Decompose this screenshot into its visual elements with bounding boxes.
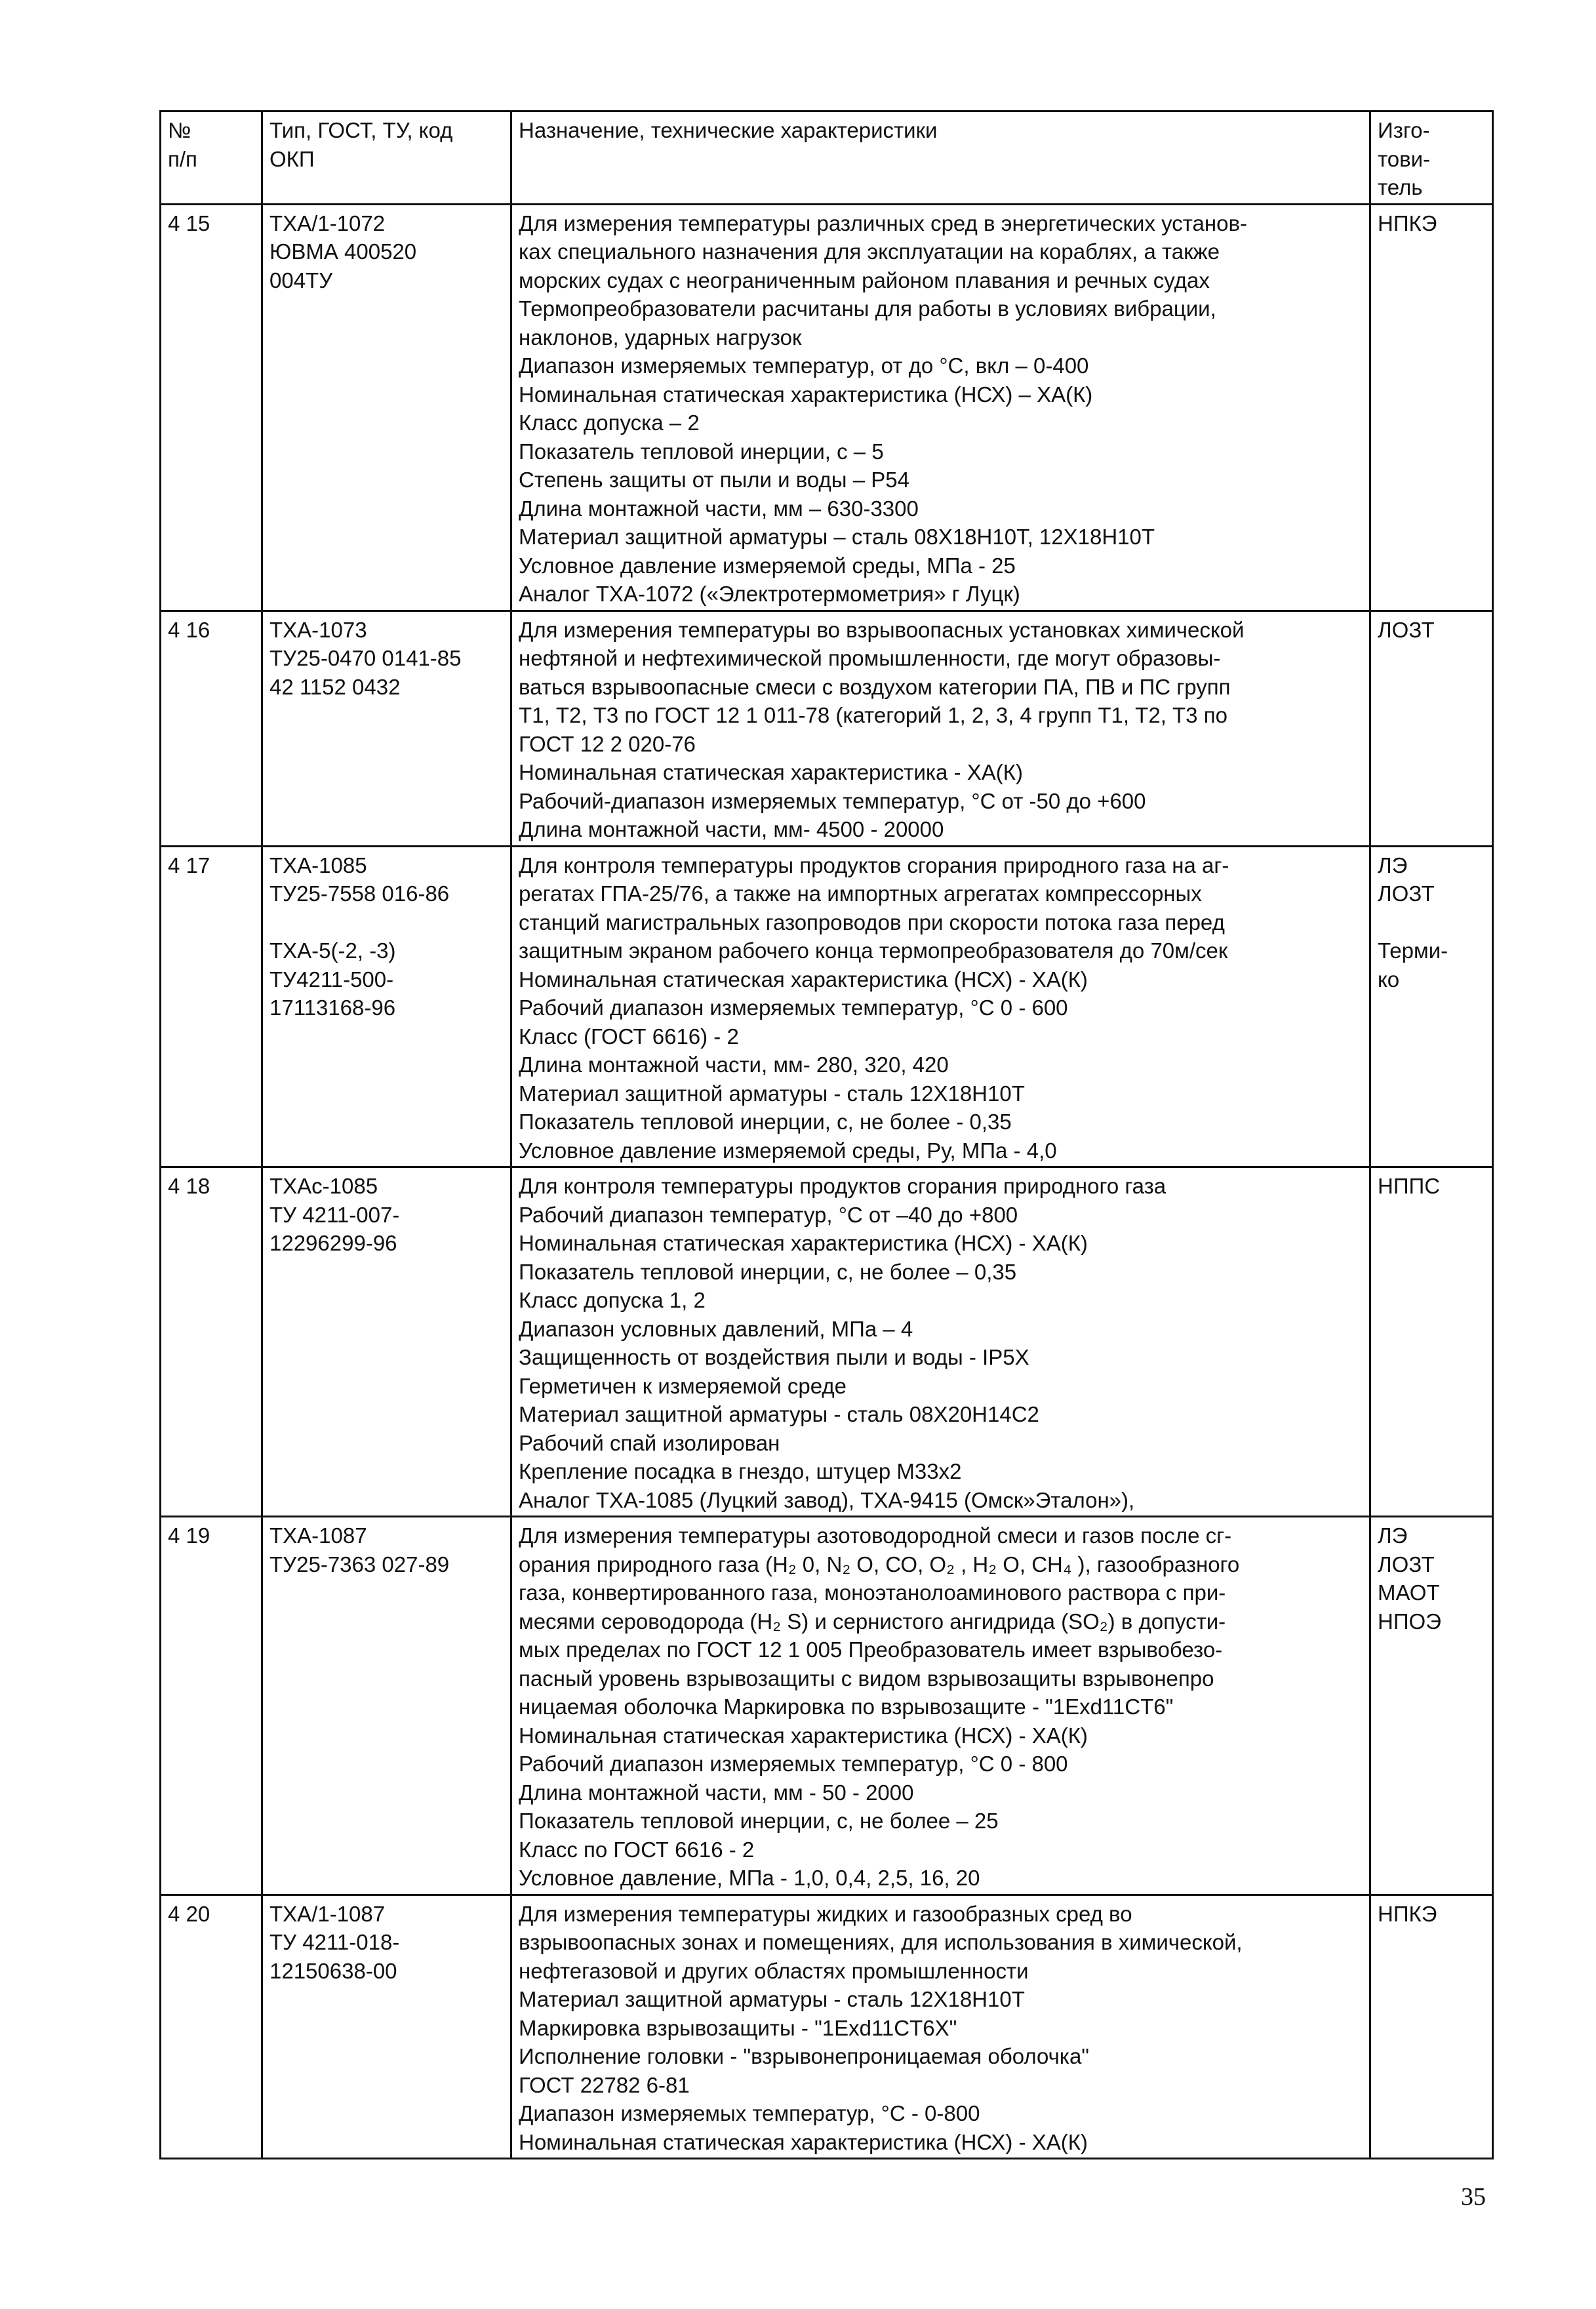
description-line: Рабочий диапазон измеряемых температур, °С 0 - 800 — [519, 1752, 1068, 1776]
row-manufacturer — [1370, 204, 1493, 611]
row-manufacturer — [1370, 1517, 1493, 1895]
manufacturer-line: ЛЭ — [1378, 853, 1408, 877]
row-type — [262, 1517, 511, 1895]
type-line: 12150638-00 — [269, 1958, 397, 1983]
row-number: 4 18 — [161, 1167, 262, 1517]
description-line: Показатель тепловой инерции, с, не более – 25 — [519, 1809, 999, 1833]
description-line: месями сероводорода (Н₂ S) и сернистого ангидрида (SO₂) в допусти- — [519, 1609, 1226, 1634]
header-manufacturer — [1370, 111, 1493, 205]
row-manufacturer — [1370, 1895, 1493, 2159]
type-line — [269, 908, 504, 937]
header-manufacturer-line: тель — [1378, 175, 1423, 199]
row-type — [262, 846, 511, 1167]
manufacturer-line: МАОТ — [1378, 1580, 1440, 1605]
description-line: ГОСТ 22782 6-81 — [519, 2072, 690, 2097]
manufacturer-line: НППС — [1378, 1174, 1441, 1198]
description-line: орания природного газа (Н₂ 0, N₂ О, СО, О₂ , Н₂ О, СН₄ ), газообразного — [519, 1552, 1240, 1576]
description-line: взрывоопасных зонах и помещениях, для использования в химической, — [519, 1930, 1243, 1954]
description-line: ваться взрывоопасные смеси с воздухом категории ПА, ПВ и ПС групп — [519, 674, 1231, 699]
description-line: Рабочий диапазон измеряемых температур, °С 0 - 600 — [519, 995, 1068, 1020]
description-line: Для измерения температуры жидких и газообразных сред во — [519, 1901, 1132, 1926]
description-line: ках специального назначения для эксплуатации на кораблях, а также — [519, 239, 1220, 264]
type-line: 12296299-96 — [269, 1231, 397, 1255]
type-line: ТХА-1073 — [269, 617, 367, 642]
description-line: Номинальная статическая характеристика (НСХ) - ХА(К) — [519, 967, 1088, 992]
description-line: Для измерения температуры во взрывоопасных установках химической — [519, 617, 1245, 642]
type-line: ТУ 4211-018- — [269, 1930, 400, 1954]
header-type-line: Тип, ГОСТ, ТУ, код — [269, 118, 453, 142]
header-number-line: п/п — [168, 146, 197, 171]
type-line: ТХА/1-1087 — [269, 1901, 386, 1926]
header-type — [262, 111, 511, 205]
row-number: 4 19 — [161, 1517, 262, 1895]
description-line: Материал защитной арматуры - сталь 08Х20Н14С2 — [519, 1402, 1039, 1426]
header-type-line: ОКП — [269, 146, 315, 171]
description-line: станций магистральных газопроводов при скорости потока газа перед — [519, 910, 1225, 934]
header-description: Назначение, технические характеристики — [511, 111, 1370, 205]
description-line: Длина монтажной части, мм – 630-3300 — [519, 496, 919, 521]
description-line: Показатель тепловой инерции, с, не более - 0,35 — [519, 1110, 1012, 1134]
description-line: Рабочий диапазон температур, °С от –40 до +800 — [519, 1202, 1018, 1227]
row-description — [511, 204, 1370, 611]
description-line: Номинальная статическая характеристика (НСХ) – ХА(К) — [519, 382, 1093, 407]
description-line: Исполнение головки - "взрывонепроницаемая оболочка" — [519, 2044, 1090, 2068]
manufacturer-line: НПКЭ — [1378, 1901, 1437, 1926]
description-line: Длина монтажной части, мм- 4500 - 20000 — [519, 817, 944, 841]
type-line: ЮВМА 400520 — [269, 239, 417, 264]
manufacturer-line — [1378, 908, 1485, 937]
description-line: Условное давление измеряемой среды, Ру, МПа - 4,0 — [519, 1138, 1057, 1163]
type-line: 17113168-96 — [269, 995, 396, 1020]
description-line: Аналог ТХА-1072 («Электротермометрия» г Луцк) — [519, 582, 1020, 606]
type-line: 004ТУ — [269, 268, 333, 292]
description-line: Номинальная статическая характеристика (НСХ) - ХА(К) — [519, 1723, 1088, 1748]
table-row — [161, 1167, 1493, 1517]
row-description — [511, 1895, 1370, 2159]
row-manufacturer — [1370, 846, 1493, 1167]
manufacturer-line: НПОЭ — [1378, 1609, 1441, 1634]
row-number: 4 20 — [161, 1895, 262, 2159]
description-line: Для измерения температуры азотоводородной смеси и газов после сг- — [519, 1523, 1232, 1548]
header-number — [161, 111, 262, 205]
row-description — [511, 1517, 1370, 1895]
type-line: ТХА-5(-2, -3) — [269, 938, 396, 963]
manufacturer-line: ЛОЗТ — [1378, 617, 1435, 642]
description-line: Для контроля температуры продуктов сгорания природного газа — [519, 1174, 1167, 1198]
type-line: ТХА-1085 — [269, 853, 367, 877]
description-line: ницаемая оболочка Маркировка по взрывозащите - "1Exd11CT6" — [519, 1695, 1174, 1719]
description-line: защитным экраном рабочего конца термопреобразователя до 70м/сек — [519, 938, 1228, 963]
table-row — [161, 204, 1493, 611]
row-description — [511, 846, 1370, 1167]
type-line: ТУ25-0470 0141-85 — [269, 646, 462, 670]
header-manufacturer-line: Изго- — [1378, 118, 1430, 142]
description-line: Условное давление, МПа - 1,0, 0,4, 2,5, 16, 20 — [519, 1866, 980, 1890]
description-line: Крепление посадка в гнездо, штуцер М33х2 — [519, 1459, 962, 1483]
manufacturer-line: ко — [1378, 967, 1400, 992]
description-line: Длина монтажной части, мм - 50 - 2000 — [519, 1780, 914, 1805]
description-line: Материал защитной арматуры - сталь 12Х18Н10Т — [519, 1987, 1025, 2011]
description-line: Защищенность от воздействия пыли и воды - IP5X — [519, 1345, 1029, 1369]
table-body — [161, 204, 1493, 2159]
description-line: Класс (ГОСТ 6616) - 2 — [519, 1024, 739, 1049]
row-number: 4 16 — [161, 611, 262, 846]
description-line: Герметичен к измеряемой среде — [519, 1373, 847, 1398]
description-line: Рабочий спай изолирован — [519, 1430, 780, 1455]
row-manufacturer — [1370, 1167, 1493, 1517]
manufacturer-line: ЛОЗТ — [1378, 1552, 1435, 1576]
manufacturer-line: ЛЭ — [1378, 1523, 1408, 1548]
description-line: Аналог ТХА-1085 (Луцкий завод), ТХА-9415 (Омск»Эталон»), — [519, 1487, 1135, 1512]
description-line: Маркировка взрывозащиты - "1Exd11CT6X" — [519, 2015, 957, 2040]
page-number: 35 — [1461, 2183, 1486, 2211]
manufacturer-line: Терми- — [1378, 938, 1448, 963]
description-line: Диапазон измеряемых температур, °С - 0-800 — [519, 2101, 980, 2125]
description-line: Термопреобразователи расчитаны для работы в условиях вибрации, — [519, 296, 1216, 321]
description-line: Т1, Т2, Т3 по ГОСТ 12 1 011-78 (категорий 1, 2, 3, 4 групп Т1, Т2, Т3 по — [519, 703, 1227, 727]
header-number-line: № — [168, 118, 191, 142]
description-line: Диапазон условных давлений, МПа – 4 — [519, 1316, 913, 1341]
description-line: газа, конвертированного газа, моноэтанолоаминового раствора с при- — [519, 1580, 1226, 1605]
description-line: Степень защиты от пыли и воды – Р54 — [519, 468, 909, 492]
description-line: регатах ГПА-25/76, а также на импортных агрегатах компрессорных — [519, 881, 1202, 906]
description-line: наклонов, ударных нагрузок — [519, 325, 802, 350]
type-line: ТУ4211-500- — [269, 967, 394, 992]
row-type — [262, 1167, 511, 1517]
description-line: Класс по ГОСТ 6616 - 2 — [519, 1837, 755, 1862]
type-line: ТУ25-7363 027-89 — [269, 1552, 450, 1576]
description-line: Класс допуска – 2 — [519, 411, 700, 435]
row-description — [511, 611, 1370, 846]
description-line: Диапазон измеряемых температур, от до °С, вкл – 0-400 — [519, 353, 1089, 378]
type-line: ТУ 4211-007- — [269, 1202, 400, 1227]
description-line: Условное давление измеряемой среды, МПа - 25 — [519, 553, 1016, 578]
description-line: Длина монтажной части, мм- 280, 320, 420 — [519, 1053, 949, 1077]
type-line: ТХА/1-1072 — [269, 211, 386, 235]
description-line: мых пределах по ГОСТ 12 1 005 Преобразователь имеет взрывобезо- — [519, 1637, 1223, 1662]
description-line: Рабочий-диапазон измеряемых температур, °С от -50 до +600 — [519, 788, 1146, 813]
type-line: ТХА-1087 — [269, 1523, 367, 1548]
description-line: Материал защитной арматуры - сталь 12Х18Н10Т — [519, 1081, 1025, 1106]
row-description — [511, 1167, 1370, 1517]
description-line: нефтегазовой и других областях промышленности — [519, 1958, 1029, 1983]
row-number: 4 17 — [161, 846, 262, 1167]
type-line: ТУ25-7558 016-86 — [269, 881, 450, 906]
description-line: Материал защитной арматуры – сталь 08Х18Н10Т, 12Х18Н10Т — [519, 525, 1155, 549]
description-line: Показатель тепловой инерции, с – 5 — [519, 439, 884, 464]
manufacturer-line: ЛОЗТ — [1378, 881, 1435, 906]
description-line: морских судах с неограниченным районом плавания и речных судах — [519, 268, 1210, 292]
row-number: 4 15 — [161, 204, 262, 611]
spec-table — [159, 110, 1494, 2159]
table-row — [161, 1517, 1493, 1895]
description-line: Номинальная статическая характеристика - ХА(К) — [519, 760, 1023, 784]
header-manufacturer-line: тови- — [1378, 146, 1431, 171]
type-line: ТХАс-1085 — [269, 1174, 378, 1198]
row-type — [262, 611, 511, 846]
row-type — [262, 1895, 511, 2159]
table-row — [161, 611, 1493, 846]
row-type — [262, 204, 511, 611]
description-line: Номинальная статическая характеристика (НСХ) - ХА(К) — [519, 1231, 1088, 1255]
description-line: Класс допуска 1, 2 — [519, 1288, 706, 1312]
description-line: Для контроля температуры продуктов сгорания природного газа на аг- — [519, 853, 1229, 877]
description-line: Показатель тепловой инерции, с, не более – 0,35 — [519, 1259, 1017, 1284]
type-line: 42 1152 0432 — [269, 674, 401, 699]
table-row — [161, 1895, 1493, 2159]
description-line: пасный уровень взрывозащиты с видом взрывозащиты взрывонепро — [519, 1666, 1214, 1691]
description-line: нефтяной и нефтехимической промышленности, где могут образовы- — [519, 646, 1221, 670]
manufacturer-line: НПКЭ — [1378, 211, 1437, 235]
row-manufacturer — [1370, 611, 1493, 846]
description-line: Номинальная статическая характеристика (НСХ) - ХА(К) — [519, 2129, 1088, 2154]
description-line: ГОСТ 12 2 020-76 — [519, 731, 696, 756]
description-line: Для измерения температуры различных сред в энергетических установ- — [519, 211, 1247, 235]
table-header-row — [161, 111, 1493, 205]
table-row — [161, 846, 1493, 1167]
